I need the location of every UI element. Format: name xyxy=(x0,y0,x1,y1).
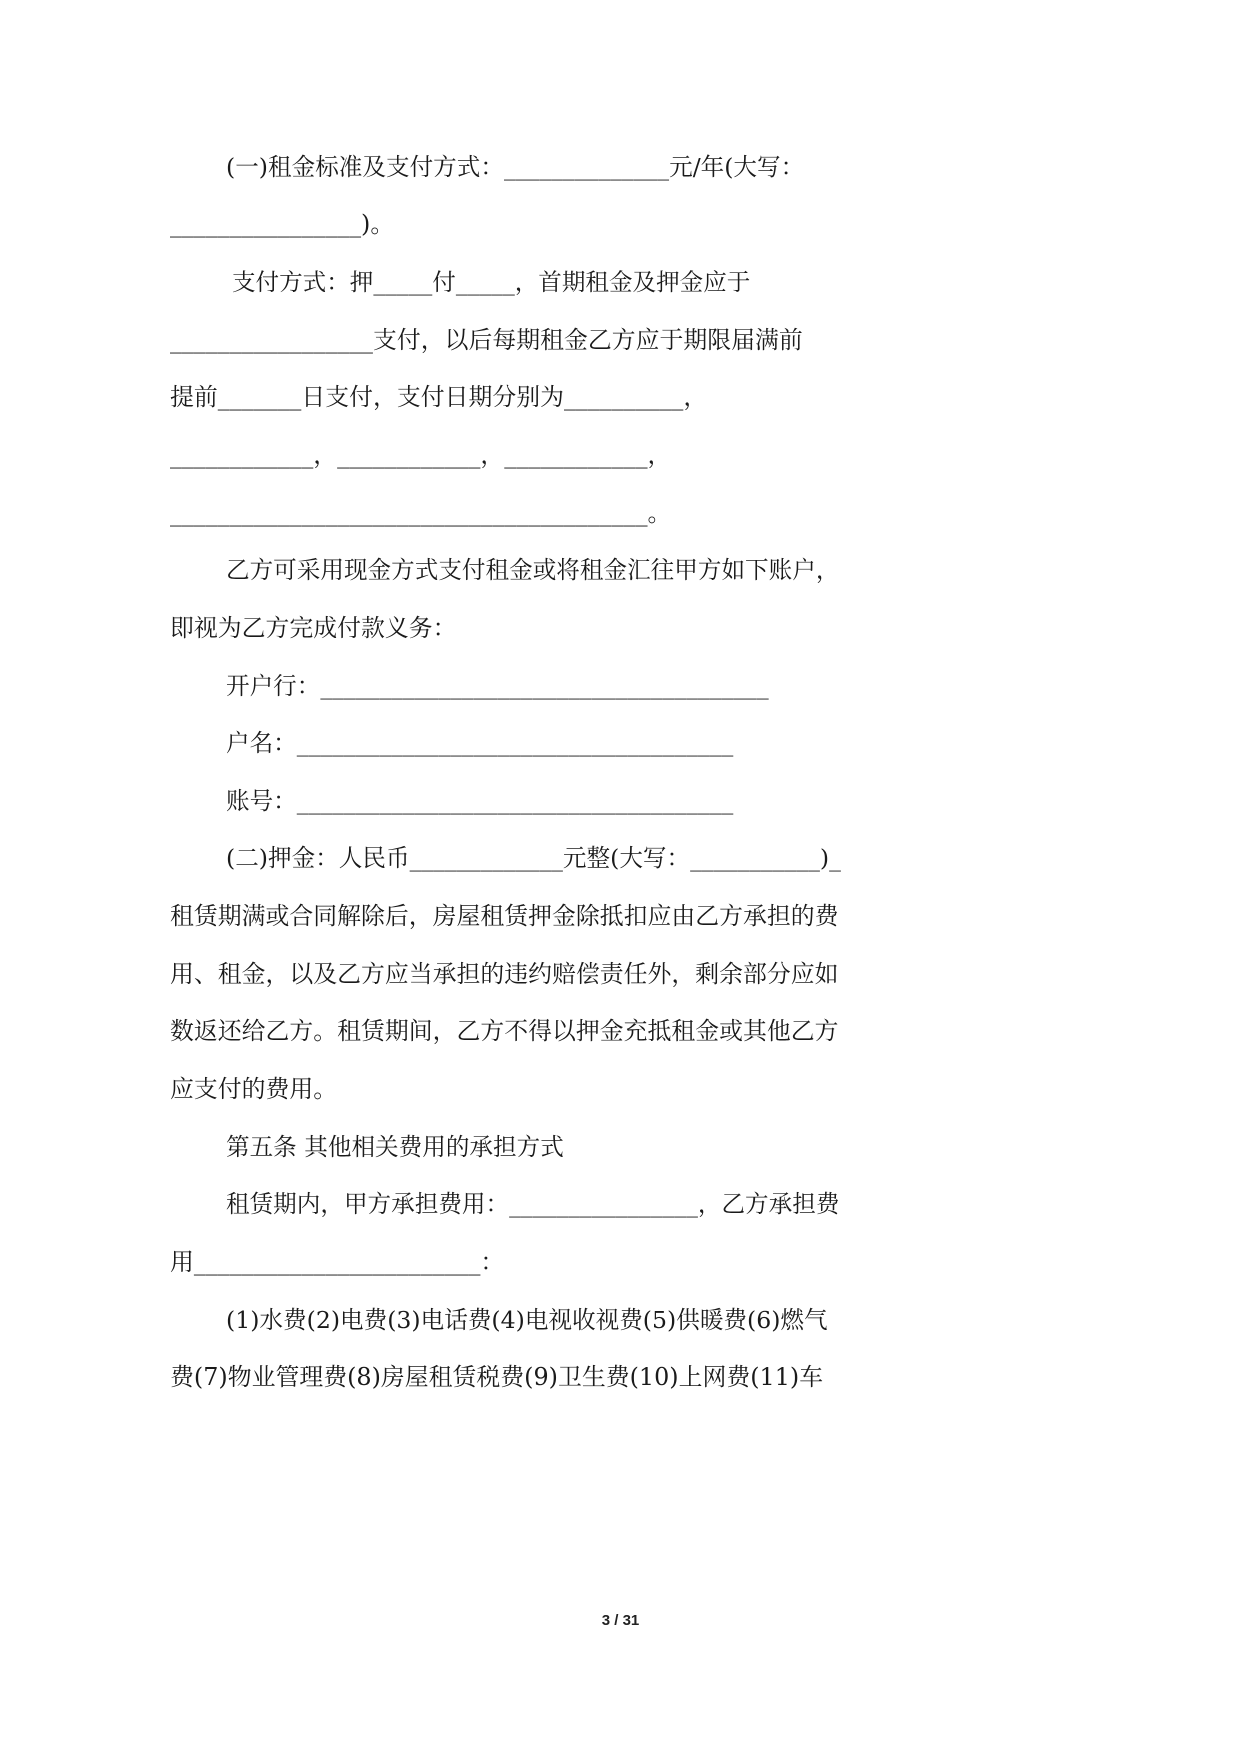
text-line: 支付方式：押_____付_____，首期租金及押金应于 xyxy=(232,268,751,296)
text-line: _________________支付，以后每期租金乙方应于期限届满前 xyxy=(170,326,803,354)
text-line: 提前_______日支付，支付日期分别为__________， xyxy=(170,383,708,411)
section-heading: 第五条 其他相关费用的承担方式 xyxy=(226,1133,564,1161)
text-line: (二)押金：人民币_____________元整(大写：___________)_ xyxy=(226,844,841,872)
text-line: 开户行：______________________________________ xyxy=(226,672,769,700)
text-line: (一)租金标准及支付方式：______________元/年(大写： xyxy=(226,153,805,181)
text-line: 用________________________： xyxy=(170,1248,505,1276)
text-line: 租赁期满或合同解除后，房屋租赁押金除抵扣应由乙方承担的费 xyxy=(170,902,839,930)
text-line: 乙方可采用现金方式支付租金或将租金汇往甲方如下账户， xyxy=(226,556,840,584)
text-line: 账号：_____________________________________ xyxy=(226,787,734,815)
text-line: 应支付的费用。 xyxy=(170,1075,338,1103)
text-line: ________________)。 xyxy=(170,210,395,238)
text-line: 数返还给乙方。租赁期间，乙方不得以押金充抵租金或其他乙方 xyxy=(170,1017,839,1045)
text-line: 用、租金，以及乙方应当承担的违约赔偿责任外，剩余部分应如 xyxy=(170,960,839,988)
text-line: 租赁期内，甲方承担费用：________________，乙方承担费 xyxy=(226,1190,840,1218)
text-line: 费(7)物业管理费(8)房屋租赁税费(9)卫生费(10)上网费(11)车 xyxy=(170,1363,824,1391)
text-line: ________________________________________。 xyxy=(170,499,672,527)
page-number: 3 / 31 xyxy=(601,1612,640,1629)
text-line: (1)水费(2)电费(3)电话费(4)电视收视费(5)供暖费(6)燃气 xyxy=(226,1306,828,1334)
text-line: 户名：_____________________________________ xyxy=(226,729,734,757)
text-line: 即视为乙方完成付款义务： xyxy=(170,614,457,642)
text-line: ____________，____________，____________， xyxy=(170,441,672,469)
